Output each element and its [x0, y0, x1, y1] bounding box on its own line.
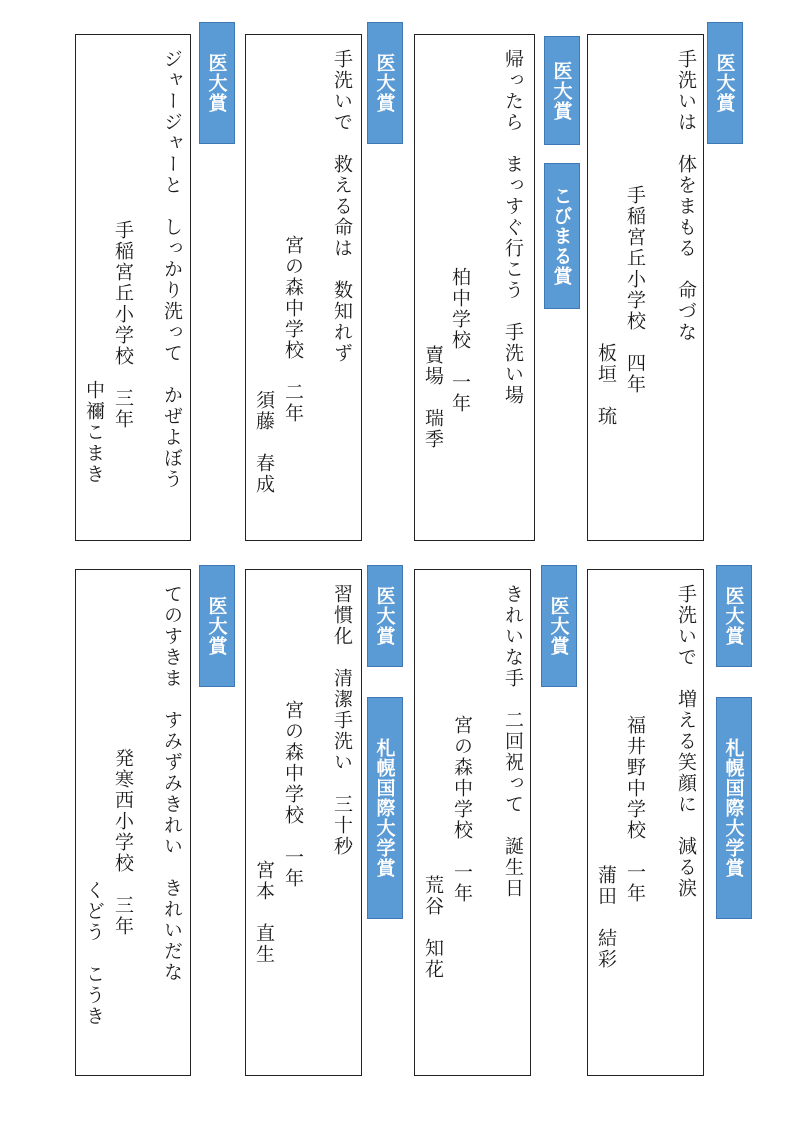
student-name: 中禰こまき [83, 380, 105, 485]
award-badge: 医大賞 [367, 22, 403, 144]
school-name: 宮の森中学校 二年 [282, 235, 304, 424]
award-badge: 札幌国際大学賞 [367, 697, 403, 919]
entry-card [75, 569, 191, 1076]
entry-card [587, 569, 704, 1076]
school-name: 柏中学校 一年 [449, 267, 471, 414]
student-name: 賣場 瑞季 [422, 345, 444, 450]
poem-text: ジャージャーと しっかり洗って かぜよぼう [161, 49, 183, 490]
school-name: 宮の森中学校 一年 [451, 715, 473, 904]
entry-card [75, 34, 191, 541]
school-name: 福井野中学校 一年 [624, 715, 646, 904]
award-badge: 医大賞 [541, 565, 577, 687]
poem-text: 帰ったら まっすぐ行こう 手洗い場 [502, 49, 524, 406]
school-name: 手稲宮丘小学校 三年 [112, 220, 134, 430]
award-badge: 医大賞 [367, 565, 403, 667]
entry-card [414, 569, 531, 1076]
award-badge: こびまる賞 [544, 163, 580, 309]
school-name: 宮の森中学校 一年 [282, 700, 304, 889]
poem-text: 手洗いは 体をまもる 命づな [675, 49, 697, 343]
award-badge: 医大賞 [199, 22, 235, 144]
poem-text: きれいな手 二回祝って 誕生日 [502, 584, 524, 899]
student-name: 宮本 直生 [253, 860, 275, 965]
entry-card [245, 569, 362, 1076]
entry-card [245, 34, 362, 541]
student-name: 蒲田 結彩 [595, 865, 617, 970]
award-badge: 医大賞 [716, 565, 752, 667]
entry-card [587, 34, 704, 541]
school-name: 手稲宮丘小学校 四年 [624, 185, 646, 395]
award-badge: 医大賞 [707, 22, 743, 144]
award-badge: 医大賞 [199, 565, 235, 687]
student-name: 荒谷 知花 [422, 875, 444, 980]
entry-card [414, 34, 535, 541]
award-badge: 札幌国際大学賞 [716, 697, 752, 919]
poem-text: てのすきま すみずみきれい きれいだな [161, 584, 183, 983]
student-name: 板垣 琉 [595, 343, 617, 427]
student-name: 須藤 春成 [253, 390, 275, 495]
school-name: 発寒西小学校 三年 [112, 748, 134, 937]
poem-text: 手洗いで 増える笑顔に 減る涙 [675, 584, 697, 899]
poem-text: 習慣化 清潔手洗い 三十秒 [331, 584, 353, 857]
student-name: くどう こうき [83, 880, 105, 1027]
poem-text: 手洗いで 救える命は 数知れず [331, 49, 353, 364]
award-badge: 医大賞 [544, 36, 580, 145]
